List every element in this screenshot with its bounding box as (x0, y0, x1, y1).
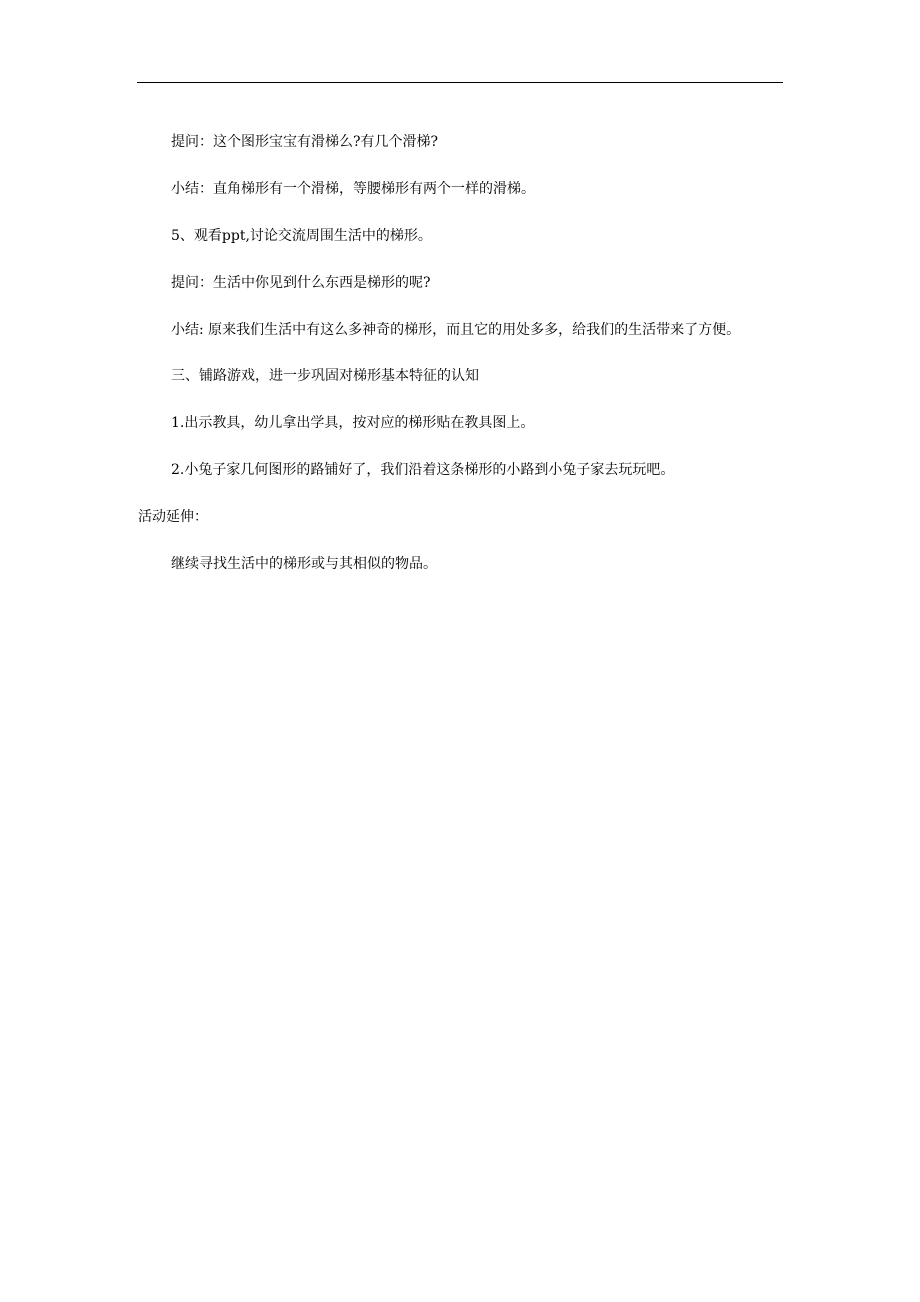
question-paragraph-1: 提问：这个图形宝宝有滑梯么?有几个滑梯? (171, 134, 439, 150)
summary-paragraph-1: 小结：直角梯形有一个滑梯，等腰梯形有两个一样的滑梯。 (171, 181, 535, 197)
section-3-heading: 三、铺路游戏，进一步巩固对梯形基本特征的认知 (171, 368, 479, 384)
header-rule (137, 82, 783, 83)
question-paragraph-2: 提问：生活中你见到什么东西是梯形的呢? (171, 275, 431, 291)
document-body (138, 130, 784, 599)
step-2-paragraph: 2.小兔子家几何图形的路铺好了，我们沿着这条梯形的小路到小兔子家去玩玩吧。 (171, 462, 675, 478)
step-5-paragraph: 5、观看ppt,讨论交流周围生活中的梯形。 (171, 228, 432, 244)
activity-extension-paragraph: 继续寻找生活中的梯形或与其相似的物品。 (171, 556, 437, 572)
summary-paragraph-2: 小结: 原来我们生活中有这么多神奇的梯形，而且它的用处多多，给我们的生活带来了方便。 (171, 322, 741, 338)
step-1-paragraph: 1.出示教具，幼儿拿出学具，按对应的梯形贴在教具图上。 (171, 415, 535, 431)
activity-extension-heading: 活动延伸： (138, 509, 208, 525)
